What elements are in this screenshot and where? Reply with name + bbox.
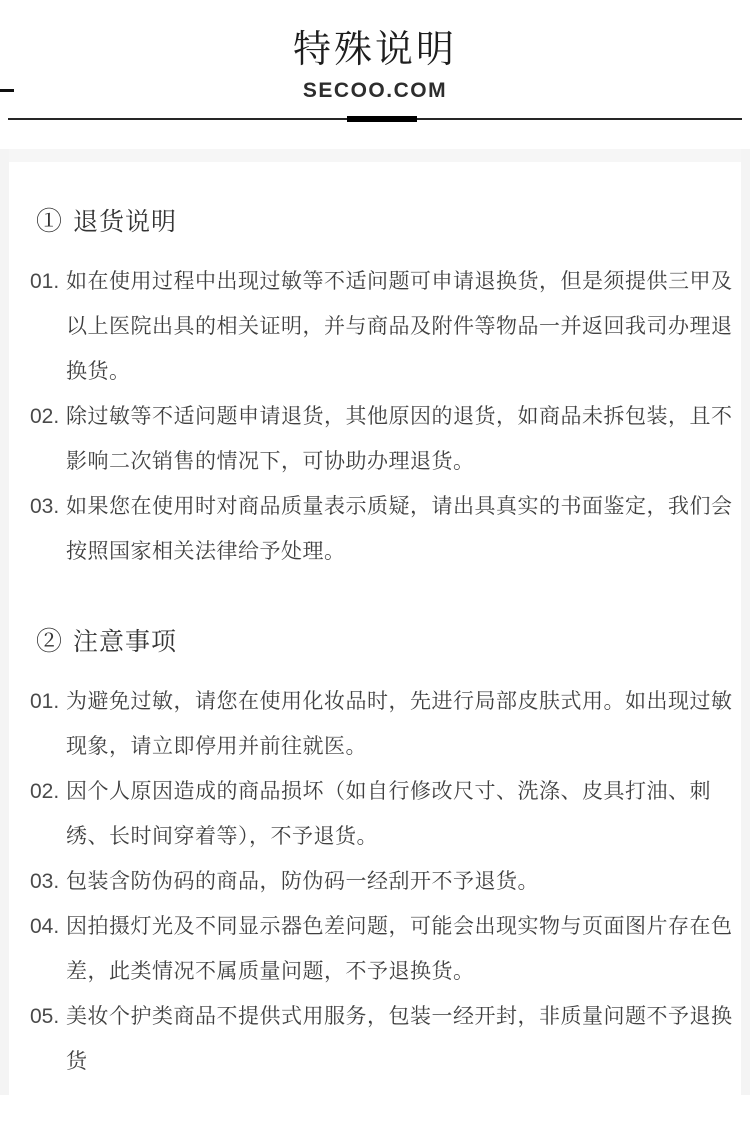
item-number: 02.	[30, 780, 60, 803]
list-item	[30, 904, 733, 994]
circled-number-1-icon: ①	[36, 206, 64, 236]
list-item	[30, 484, 733, 574]
item-text: 因个人原因造成的商品损坏（如自行修改尺寸、洗涤、皮具打油、刺绣、长时间穿着等），不予退货。	[66, 780, 711, 848]
list-item	[30, 859, 733, 904]
item-number: 02.	[30, 405, 60, 428]
header-divider	[8, 118, 742, 120]
section-heading-label: 退货说明	[73, 208, 178, 236]
circled-number-2-icon: ②	[36, 626, 64, 656]
header	[0, 0, 750, 120]
section-heading	[36, 204, 733, 239]
item-text: 为避免过敏，请您在使用化妆品时，先进行局部皮肤式用。如出现过敏现象，请立即停用并前往就医。	[66, 690, 733, 758]
list-item	[30, 769, 733, 859]
content-card	[9, 162, 741, 1112]
item-text: 如在使用过程中出现过敏等不适问题可申请退换货，但是须提供三甲及以上医院出具的相关证明，并与商品及附件等物品一并返回我司办理退换货。	[66, 270, 733, 383]
list-item	[30, 679, 733, 769]
section-heading	[36, 624, 733, 659]
return-policy-list	[30, 259, 733, 574]
section-heading-label: 注意事项	[73, 628, 178, 656]
item-text: 如果您在使用时对商品质量表示质疑，请出具真实的书面鉴定，我们会按照国家相关法律给予处理。	[66, 495, 733, 563]
item-text: 包装含防伪码的商品，防伪码一经刮开不予退货。	[66, 870, 539, 893]
header-card-gap	[0, 149, 750, 162]
divider-accent-bar	[347, 116, 417, 122]
item-number: 03.	[30, 870, 60, 893]
list-item	[30, 994, 733, 1084]
item-number: 05.	[30, 1005, 60, 1028]
section-return-policy	[30, 204, 733, 574]
left-edge-strip	[0, 149, 9, 1095]
item-number: 03.	[30, 495, 60, 518]
list-item	[30, 394, 733, 484]
page-title: 特殊说明	[292, 29, 457, 71]
brand-wordmark: SECOO.COM	[302, 78, 448, 102]
item-number: 01.	[30, 270, 60, 293]
left-edge-tick	[0, 89, 14, 92]
section-precautions	[30, 624, 733, 1084]
item-text: 美妆个护类商品不提供式用服务，包装一经开封，非质量问题不予退换货	[66, 1005, 733, 1073]
precautions-list	[30, 679, 733, 1084]
item-text: 因拍摄灯光及不同显示器色差问题，可能会出现实物与页面图片存在色差，此类情况不属质量问题，不予退换货。	[66, 915, 733, 983]
item-number: 04.	[30, 915, 60, 938]
right-edge-strip	[741, 149, 750, 1095]
item-text: 除过敏等不适问题申请退货，其他原因的退货，如商品未拆包装，且不影响二次销售的情况下，可协助办理退货。	[66, 405, 733, 473]
list-item	[30, 259, 733, 394]
item-number: 01.	[30, 690, 60, 713]
